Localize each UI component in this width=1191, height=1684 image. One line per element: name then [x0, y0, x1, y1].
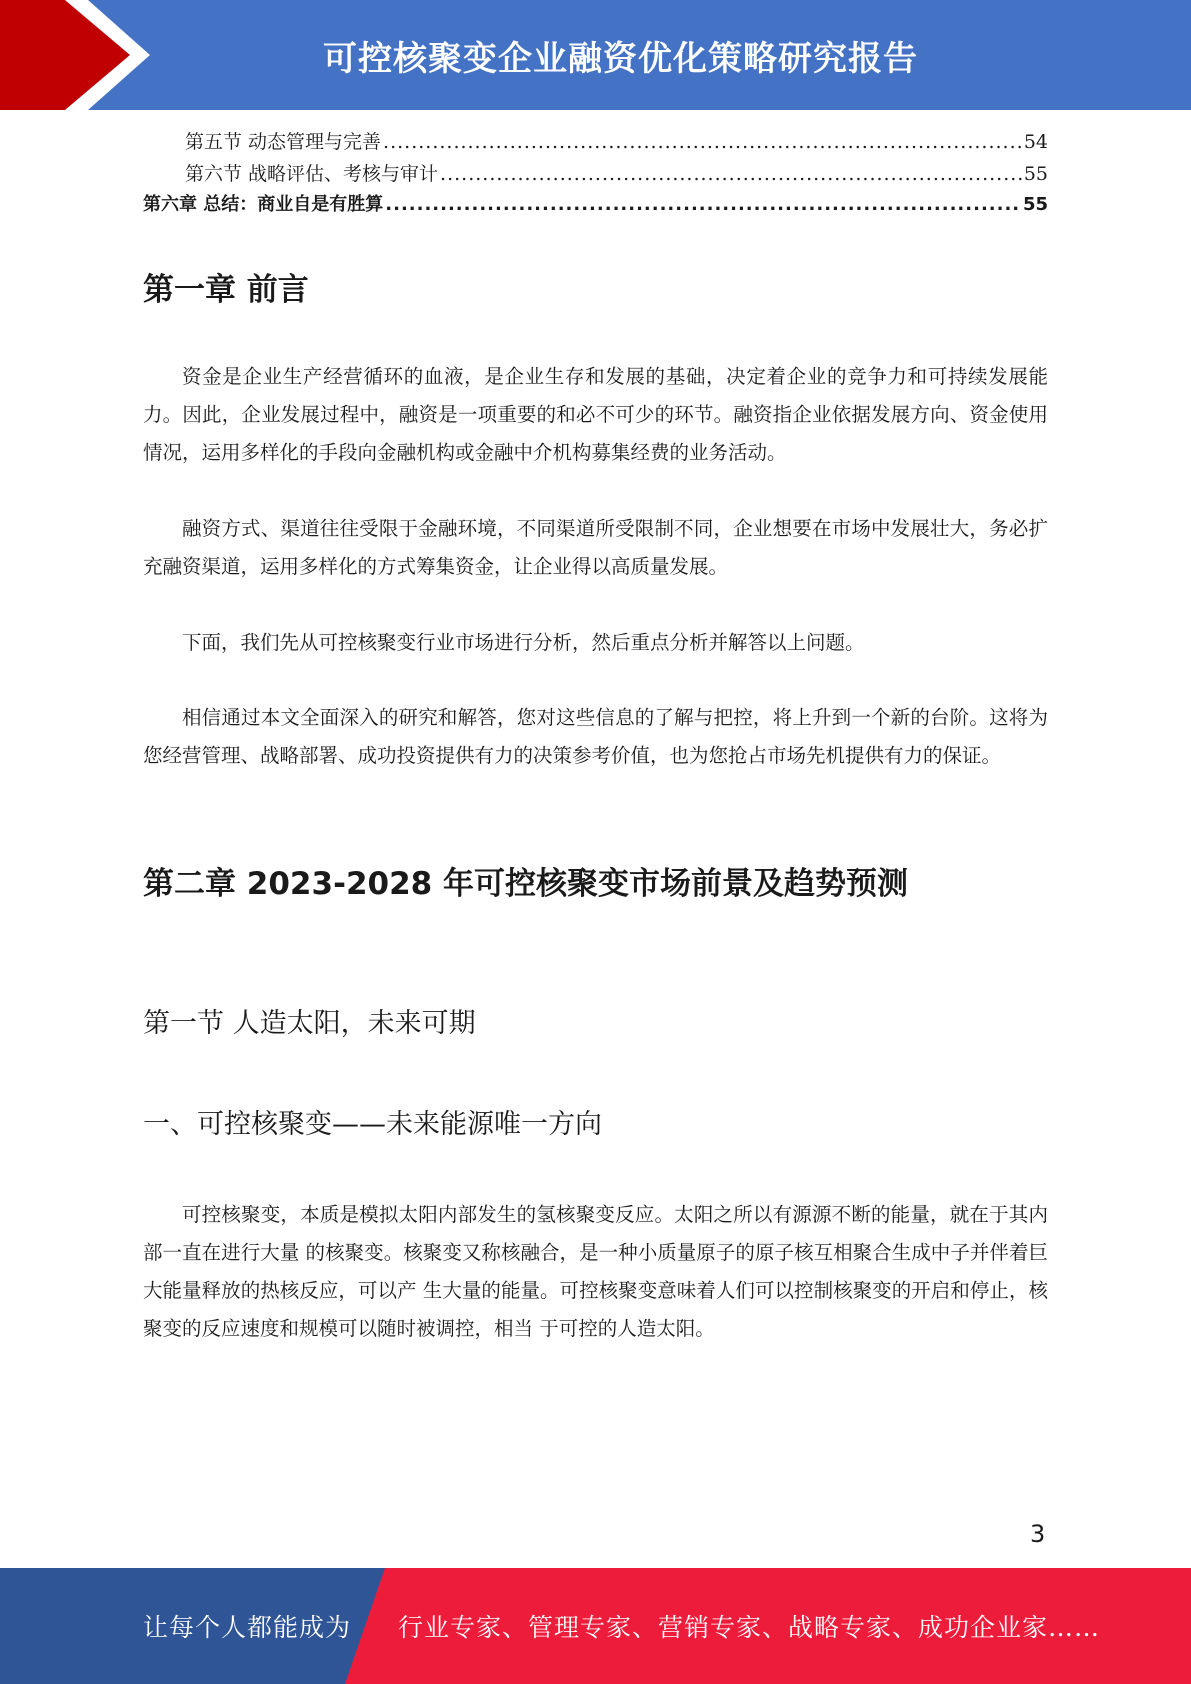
toc-entry-title: 第五节 动态管理与完善 [185, 131, 382, 153]
paragraph: 可控核聚变，本质是模拟太阳内部发生的氢核聚变反应。太阳之所以有源源不断的能量，就在于其内部一直在进行大量 的核聚变。核聚变又称核融合，是一种小质量原子的原子核互相聚合生成中子并伴着巨大能量释放的热核反应，可以产 生大量的能量。可控核聚变意味着人们可以控制核聚变的开启和停止，核聚变的反应速度和规模可以随时被调控，相当 于可控的人造太阳。 [143, 1203, 1048, 1340]
page-number: 3 [1030, 1520, 1046, 1548]
footer-slogan-right: 行业专家、管理专家、营销专家、战略专家、成功企业家…… [398, 1613, 1101, 1642]
footer-banner [0, 1568, 1191, 1684]
paragraph: 资金是企业生产经营循环的血液，是企业生存和发展的基础，决定着企业的竞争力和可持续发展能力。因此，企业发展过程中，融资是一项重要的和必不可少的环节。融资指企业依据发展方向、资金使用情况，运用多样化的手段向金融机构或金融中介机构募集经费的业务活动。 [143, 365, 1048, 464]
toc-entry-title: 第六章 总结：商业自是有胜算 [143, 194, 384, 215]
subsection-heading: 一、可控核聚变——未来能源唯一方向 [143, 1109, 602, 1140]
footer-slogan-left: 让每个人都能成为 [143, 1613, 352, 1642]
toc-leader-dots [385, 190, 1021, 220]
toc-entry-page: 54 [1023, 131, 1048, 153]
paragraph: 下面，我们先从可控核聚变行业市场进行分析，然后重点分析并解答以上问题。 [182, 631, 865, 654]
toc-entry-page: 55 [1023, 163, 1048, 185]
chapter-heading: 第一章 前言 [143, 272, 309, 308]
header-banner [0, 0, 1191, 110]
toc-entry[interactable] [143, 159, 1048, 189]
toc-entry-title: 第六节 战略评估、考核与审计 [185, 163, 439, 185]
toc-entry-chapter[interactable] [143, 190, 1048, 220]
document-title: 可控核聚变企业融资优化策略研究报告 [323, 38, 918, 79]
toc-leader-dots [440, 159, 1022, 189]
toc-entry-page: 55 [1022, 194, 1048, 215]
chapter-heading: 第二章 2023-2028 年可控核聚变市场前景及趋势预测 [143, 866, 909, 902]
section-heading: 第一节 人造太阳，未来可期 [143, 1008, 476, 1039]
toc-entry[interactable] [143, 127, 1048, 157]
paragraph: 融资方式、渠道往往受限于金融环境，不同渠道所受限制不同，企业想要在市场中发展壮大，务必扩充融资渠道，运用多样化的方式筹集资金，让企业得以高质量发展。 [143, 517, 1048, 578]
paragraph: 相信通过本文全面深入的研究和解答，您对这些信息的了解与把控，将上升到一个新的台阶。这将为您经营管理、战略部署、成功投资提供有力的决策参考价值，也为您抢占市场先机提供有力的保证。 [143, 706, 1048, 767]
toc-leader-dots [383, 127, 1022, 157]
